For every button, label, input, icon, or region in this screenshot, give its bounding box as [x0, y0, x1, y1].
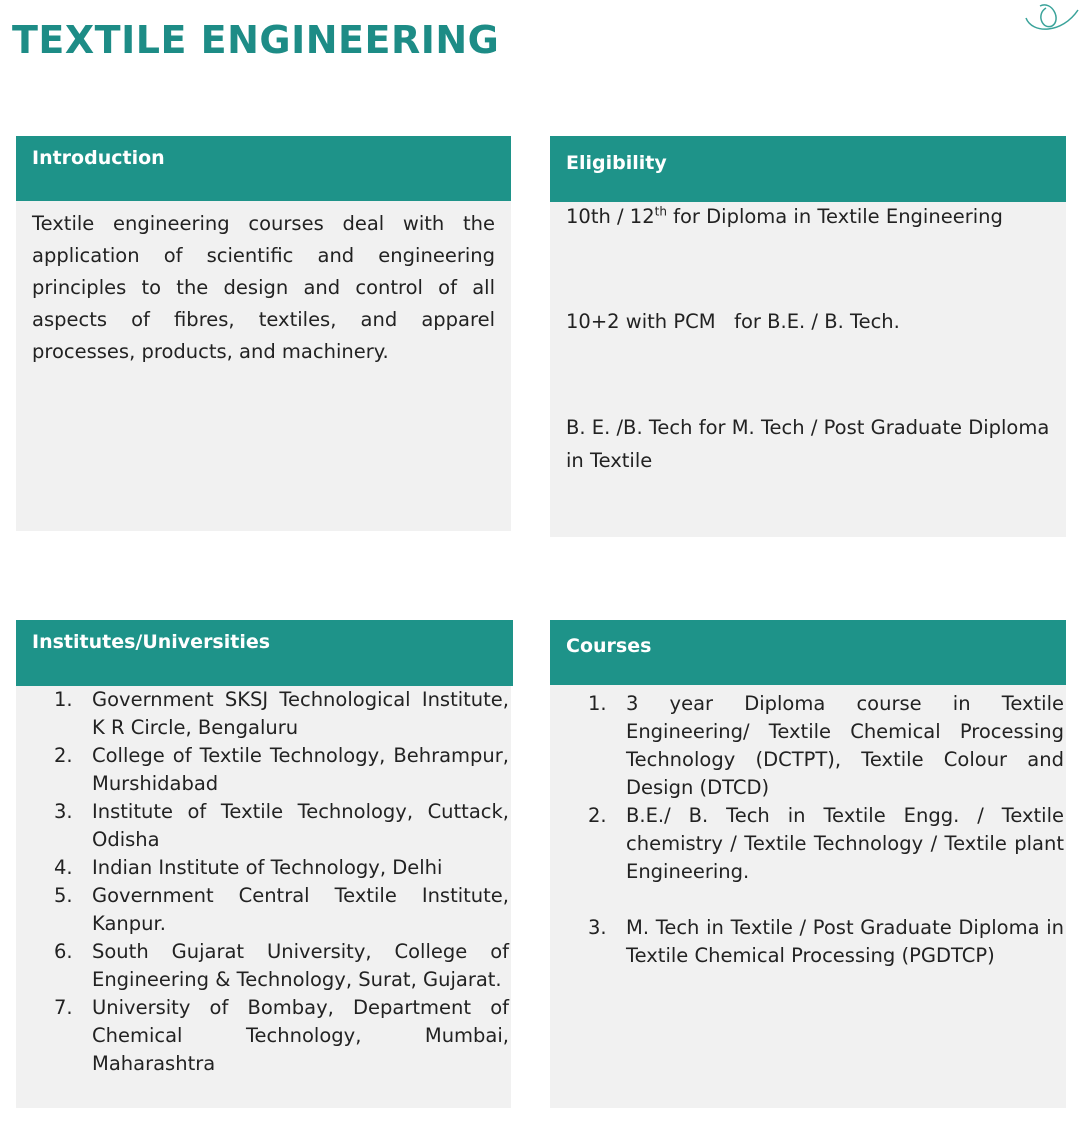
courses-header: Courses — [550, 620, 1066, 685]
eligibility-panel — [550, 136, 1066, 537]
courses-item-text: 3 year Diploma course in Textile Engineering/ Textile Chemical Processing Technology (DCTPT), Textile Colour and Design (DTCD) — [626, 692, 1064, 799]
institutes-list-item — [54, 686, 509, 742]
institutes-list-item — [54, 798, 509, 854]
institutes-item-number: 5. — [54, 884, 73, 907]
institutes-item-text: Institute of Textile Technology, Cuttack, Odisha — [92, 800, 509, 851]
courses-body — [550, 690, 1066, 970]
institutes-item-number: 1. — [54, 688, 73, 711]
institutes-header: Institutes/Universities — [16, 620, 513, 686]
eligibility-item-be: 10+2 with PCM for B.E. / B. Tech. — [566, 310, 900, 333]
institutes-item-text: University of Bombay, Department of Chemical Technology, Mumbai, Maharashtra — [92, 996, 509, 1075]
institutes-item-text: Indian Institute of Technology, Delhi — [92, 856, 443, 879]
institutes-list — [54, 686, 509, 1078]
eligibility-item-diploma-pre: 10th / 12 — [566, 205, 655, 228]
decorative-swirl-icon — [1022, 0, 1082, 36]
institutes-item-text: South Gujarat University, College of Engineering & Technology, Surat, Gujarat. — [92, 940, 509, 991]
courses-item-text: M. Tech in Textile / Post Graduate Diploma in Textile Chemical Processing (PGDTCP) — [626, 916, 1064, 967]
eligibility-item-mtech: B. E. /B. Tech for M. Tech / Post Graduate Diploma in Textile — [566, 416, 1050, 472]
eligibility-item-diploma — [566, 200, 1050, 233]
eligibility-item-diploma-sup: th — [654, 204, 667, 219]
institutes-list-item — [54, 742, 509, 798]
courses-panel — [550, 620, 1066, 1108]
courses-item-number: 3. — [588, 916, 607, 939]
institutes-item-text: Government SKSJ Technological Institute, K R Circle, Bengaluru — [92, 688, 509, 739]
courses-list-item — [588, 914, 1064, 970]
introduction-body — [16, 208, 511, 368]
courses-list-item — [588, 690, 1064, 802]
eligibility-item-diploma-post: for Diploma in Textile Engineering — [666, 205, 1003, 228]
eligibility-body — [550, 200, 1066, 537]
institutes-item-text: College of Textile Technology, Behrampur, Murshidabad — [92, 744, 509, 795]
institutes-item-number: 3. — [54, 800, 73, 823]
institutes-item-number: 2. — [54, 744, 73, 767]
courses-item-number: 2. — [588, 804, 607, 827]
institutes-list-item — [54, 994, 509, 1078]
introduction-header: Introduction — [16, 136, 511, 201]
courses-item-number: 1. — [588, 692, 607, 715]
institutes-item-text: Government Central Textile Institute, Kanpur. — [92, 884, 509, 935]
courses-list-item — [588, 802, 1064, 886]
institutes-list-item — [54, 882, 509, 938]
institutes-list-item — [54, 938, 509, 994]
institutes-item-number: 6. — [54, 940, 73, 963]
courses-item-text: B.E./ B. Tech in Textile Engg. / Textile chemistry / Textile Technology / Textile plant Engineering. — [626, 804, 1064, 883]
institutes-item-number: 7. — [54, 996, 73, 1019]
page-title: TEXTILE ENGINEERING — [12, 18, 500, 62]
eligibility-header: Eligibility — [550, 136, 1066, 202]
courses-list — [588, 690, 1064, 970]
introduction-panel — [16, 136, 511, 531]
institutes-list-item — [54, 854, 509, 882]
institutes-item-number: 4. — [54, 856, 73, 879]
institutes-body — [16, 686, 511, 1078]
institutes-panel — [16, 620, 511, 1108]
introduction-text: Textile engineering courses deal with the application of scientific and engineering principles to the design and control of all aspects of fibres, textiles, and apparel processes, products, and machinery. — [32, 212, 495, 363]
